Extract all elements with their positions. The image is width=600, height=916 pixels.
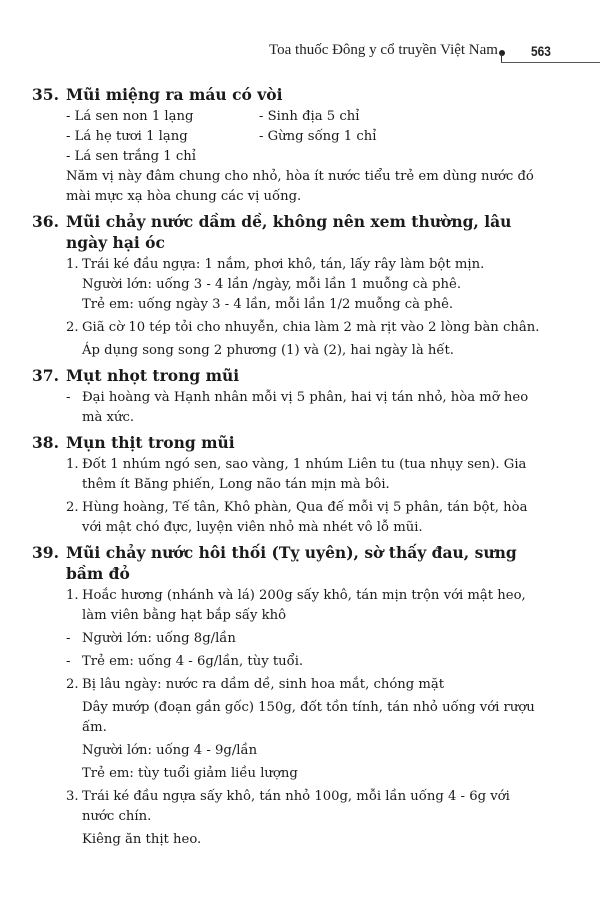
dosage-text: Trẻ em: uống 4 - 6g/lần, tùy tuổi. <box>82 654 304 669</box>
item-number: 2. <box>66 500 79 515</box>
ingredient: - Lá sen trắng 1 chỉ <box>66 149 196 164</box>
dosage-text: Trẻ em: uống ngày 3 - 4 lần, mỗi lần 1/2 muỗng cà phê. <box>82 297 454 312</box>
dosage-text: Người lớn: uống 8g/lần <box>82 631 236 646</box>
ingredient: - Gừng sống 1 chỉ <box>259 129 377 144</box>
ingredient: - Lá hẹ tươi 1 lạng <box>66 129 188 144</box>
remedy-text: Hùng hoàng, Tế tân, Khô phàn, Qua đế mỗi vị 5 phân, tán bột, hòa với mật chó đực, luyện viên nhỏ mà nhét vô lỗ mũi. <box>82 500 528 535</box>
ingredient: - Sinh địa 5 chỉ <box>259 109 360 124</box>
remedy-item <box>66 675 542 784</box>
section-number: 35. <box>32 85 59 104</box>
remedy-text: Trái ké đầu ngựa sấy khô, tán nhỏ 100g, mỗi lần uống 4 - 6g với nước chín. <box>82 789 510 824</box>
item-number: 1. <box>66 257 79 272</box>
page-content <box>32 84 542 854</box>
section-heading <box>32 432 542 453</box>
section-number: 39. <box>32 543 59 562</box>
remedy-item <box>66 787 542 850</box>
dosage-item: - Người lớn: uống 8g/lần <box>66 629 542 649</box>
section-38 <box>32 432 542 538</box>
remedy-text: Bị lâu ngày: nước ra dầm dề, sinh hoa mắt, chóng mặt <box>82 677 445 692</box>
item-number: 3. <box>66 789 79 804</box>
section-heading <box>32 84 542 105</box>
section-title: Mũi miệng ra máu có vòi <box>66 85 283 104</box>
remedy-text: Hoắc hương (nhánh và lá) 200g sấy khô, tán mịn trộn với mật heo, làm viên bằng hạt bắp sấy khô <box>82 588 526 623</box>
section-number: 38. <box>32 433 59 452</box>
remedy-item <box>66 318 542 361</box>
usage-note: Kiêng ăn thịt heo. <box>82 832 202 847</box>
remedy-text: Giã cờ 10 tép tỏi cho nhuyễn, chia làm 2 mà rịt vào 2 lòng bàn chân. <box>82 320 540 335</box>
usage-note: Áp dụng song song 2 phương (1) và (2), hai ngày là hết. <box>82 343 454 358</box>
item-number: 1. <box>66 588 79 603</box>
section-heading <box>32 542 542 584</box>
header-rule <box>501 62 600 63</box>
remedy-item <box>66 455 542 495</box>
dosage-text: Trẻ em: tùy tuổi giảm liều lượng <box>82 766 298 781</box>
section-title: Mụt nhọt trong mũi <box>66 366 240 385</box>
dosage-text: Người lớn: uống 4 - 9g/lần <box>82 743 258 758</box>
running-header <box>0 38 600 68</box>
section-35 <box>32 84 542 207</box>
dosage-item: - Trẻ em: uống 4 - 6g/lần, tùy tuổi. <box>66 652 542 672</box>
item-number: 1. <box>66 457 79 472</box>
bullet-dot-icon <box>499 50 505 56</box>
remedy-text: Dây mướp (đoạn gần gốc) 150g, đốt tồn tính, tán nhỏ uống với rượu ấm. <box>82 700 535 735</box>
section-number: 37. <box>32 366 59 385</box>
remedy-text: Đại hoàng và Hạnh nhân mỗi vị 5 phân, hai vị tán nhỏ, hòa mỡ heo mà xức. <box>82 390 529 425</box>
remedy-text: Đốt 1 nhúm ngó sen, sao vàng, 1 nhúm Liên tu (tua nhụy sen). Gia thêm ít Băng phiến, Long não tán mịn mà bôi. <box>82 457 527 492</box>
ingredient: - Lá sen non 1 lạng <box>66 109 194 124</box>
section-heading <box>32 211 542 253</box>
section-title: Mũi chảy nước hôi thối (Tỵ uyên), sờ thấy đau, sưng bầm đỏ <box>66 543 517 583</box>
page-number: 563 <box>531 43 551 59</box>
remedy-text: Trái ké đầu ngựa: 1 nắm, phơi khô, tán, lấy rây làm bột mịn. <box>82 257 485 272</box>
item-number: 2. <box>66 677 79 692</box>
remedy-item <box>66 586 542 626</box>
section-number: 36. <box>32 212 59 231</box>
remedy-item <box>66 255 542 315</box>
running-title: Toa thuốc Đông y cổ truyền Việt Nam <box>269 42 498 58</box>
section-36 <box>32 211 542 361</box>
item-number: 2. <box>66 320 79 335</box>
remedy-item: - Đại hoàng và Hạnh nhân mỗi vị 5 phân, hai vị tán nhỏ, hòa mỡ heo mà xức. <box>66 388 542 428</box>
ingredient-row <box>66 107 542 127</box>
instruction-text: Năm vị này đâm chung cho nhỏ, hòa ít nước tiểu trẻ em dùng nước đó mài mực xạ hòa chung các vị uống. <box>66 169 534 204</box>
section-title: Mũi chảy nước dầm dề, không nên xem thường, lâu ngày hại óc <box>66 212 512 252</box>
remedy-item <box>66 498 542 538</box>
ingredient-row <box>66 147 542 167</box>
dosage-text: Người lớn: uống 3 - 4 lần /ngày, mỗi lần 1 muỗng cà phê. <box>82 277 462 292</box>
section-heading <box>32 365 542 386</box>
section-39 <box>32 542 542 850</box>
ingredient-row <box>66 127 542 147</box>
section-title: Mụn thịt trong mũi <box>66 433 235 452</box>
section-37 <box>32 365 542 428</box>
